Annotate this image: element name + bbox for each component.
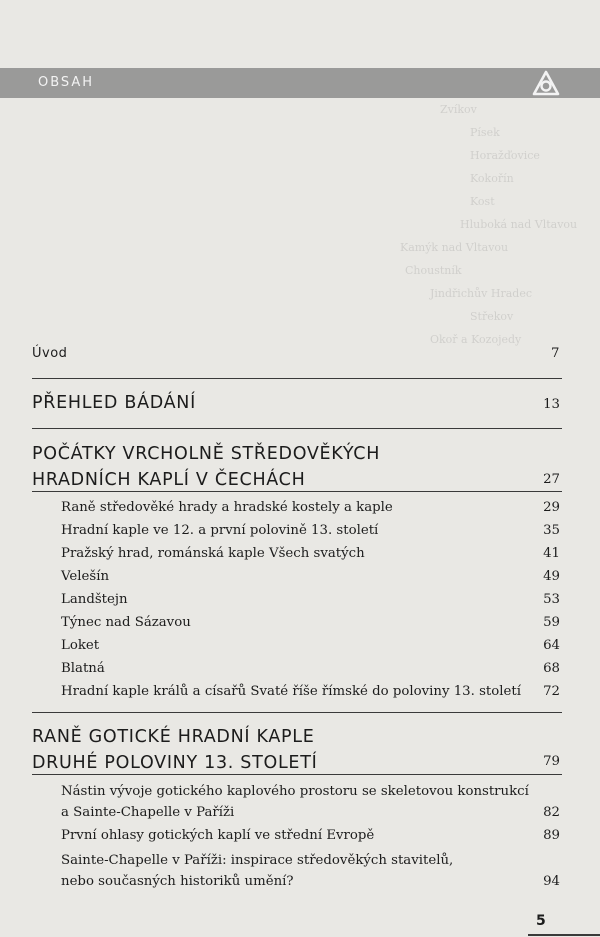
toc-entry-title: Hradní kaple králů a císařů Svaté říše římské do poloviny 13. století	[61, 684, 521, 699]
toc-entry-uvod[interactable]	[32, 346, 560, 361]
toc-chapter-prehled[interactable]	[32, 393, 560, 413]
toc-entry[interactable]	[61, 546, 560, 561]
ghost-line: Okoř a Kozojedy	[430, 333, 522, 346]
toc-entry-page: 82	[543, 805, 560, 820]
chapter-title-line: DRUHÉ POLOVINY 13. STOLETÍ	[32, 753, 318, 773]
ghost-line: Kokořín	[470, 172, 514, 185]
toc-entry-title: Úvod	[32, 346, 68, 361]
toc-chapter-rane[interactable]	[32, 724, 317, 776]
ghost-line: Kamýk nad Vltavou	[400, 241, 509, 254]
toc-entry[interactable]	[61, 850, 560, 892]
divider	[32, 378, 562, 379]
divider	[32, 491, 562, 492]
toc-entry-page: 64	[543, 638, 560, 653]
toc-entry-page: 72	[543, 684, 560, 699]
toc-entry-page: 53	[543, 592, 560, 607]
divider	[32, 774, 562, 775]
toc-chapter-pocatky[interactable]	[32, 441, 380, 493]
toc-entry[interactable]	[61, 661, 560, 676]
divider	[32, 428, 562, 429]
toc-entry[interactable]	[61, 592, 560, 607]
toc-entry-title: Landštejn	[61, 592, 128, 607]
toc-entry-title-line: Sainte-Chapelle v Paříži: inspirace středověkých stavitelů,	[61, 853, 454, 868]
toc-entry-page: 89	[543, 828, 560, 843]
chapter-title-line: POČÁTKY VRCHOLNĚ STŘEDOVĚKÝCH	[32, 444, 381, 464]
ghost-line: Hluboká nad Vltavou	[460, 218, 578, 231]
ghost-line: Jindřichův Hradec	[430, 287, 532, 300]
toc-entry[interactable]	[61, 500, 560, 515]
header-title: OBSAH	[38, 75, 95, 90]
toc-entry-page: 94	[543, 874, 560, 889]
toc-entry[interactable]	[61, 523, 560, 538]
toc-entry-page: 41	[543, 546, 560, 561]
header-bar	[0, 68, 600, 98]
toc-entry[interactable]	[61, 828, 560, 843]
chapter-page: 13	[543, 397, 560, 412]
ghost-line: Kost	[470, 195, 495, 208]
page-number: 5	[536, 913, 546, 929]
toc-entry-title-line: nebo současných historiků umění?	[61, 874, 294, 889]
toc-entry-page: 7	[551, 346, 560, 361]
bottom-rule	[528, 934, 600, 936]
ghost-line: Horažďovice	[470, 149, 540, 162]
toc-entry-title-line: Nástin vývoje gotického kaplového prostoru se skeletovou konstrukcí	[61, 784, 529, 799]
toc-entry[interactable]	[61, 781, 560, 823]
toc-entry-title: Týnec nad Sázavou	[61, 615, 191, 630]
toc-entry-title: Blatná	[61, 661, 105, 676]
chapter-title-line: RANĚ GOTICKÉ HRADNÍ KAPLE	[32, 727, 315, 747]
chapter-title: PŘEHLED BÁDÁNÍ	[32, 393, 196, 413]
toc-entry[interactable]	[61, 684, 560, 699]
toc-entry-page: 35	[543, 523, 560, 538]
toc-entry-page: 68	[543, 661, 560, 676]
toc-entry-page: 49	[543, 569, 560, 584]
toc-entry-title: Velešín	[61, 569, 110, 584]
toc-entry-title: Pražský hrad, románská kaple Všech svatých	[61, 546, 365, 561]
toc-entry-title: Loket	[61, 638, 100, 653]
toc-entry[interactable]	[61, 638, 560, 653]
chapter-page: 79	[543, 754, 560, 769]
chapter-title-line: HRADNÍCH KAPLÍ V ČECHÁCH	[32, 470, 306, 490]
ghost-line: Zvíkov	[440, 103, 477, 116]
ghost-line: Choustník	[405, 264, 462, 277]
publisher-logo-icon	[532, 70, 560, 96]
chapter-page: 27	[543, 472, 560, 487]
toc-entry[interactable]	[61, 615, 560, 630]
toc-entry-page: 59	[543, 615, 560, 630]
toc-entry-page: 29	[543, 500, 560, 515]
ghost-line: Písek	[470, 126, 500, 139]
toc-entry-title: Hradní kaple ve 12. a první polovině 13. století	[61, 523, 379, 538]
toc-entry-title: Raně středověké hrady a hradské kostely a kaple	[61, 500, 393, 515]
toc-entry-title: První ohlasy gotických kaplí ve střední Evropě	[61, 828, 375, 843]
ghost-line: Střekov	[470, 310, 514, 323]
divider	[32, 712, 562, 713]
toc-entry[interactable]	[61, 569, 560, 584]
toc-entry-title-line: a Sainte-Chapelle v Paříži	[61, 805, 235, 820]
